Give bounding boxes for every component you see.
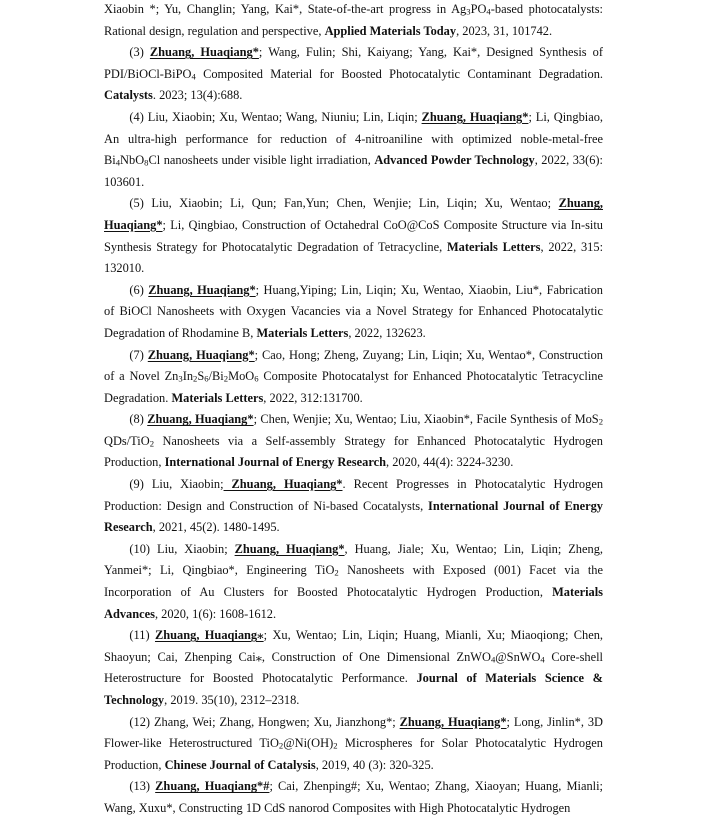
ref-self-author: Zhuang, Huaqiang* bbox=[149, 45, 259, 60]
ref-text: ; Cai, Zhenping#; Xu, Wentao; Zhang, Xiaoyan; Huang, Mianli; Wang, Xuxu*, Constructing 1D CdS nanorod Composites with High Photocatalytic Hydrogen bbox=[104, 779, 603, 815]
ref-self-author: Zhuang, Huaqiang* bbox=[148, 282, 256, 297]
subscript: 4 bbox=[486, 6, 491, 17]
ref-text: Core-shell Heterostructure for Boosted Photocatalytic Performance. bbox=[104, 649, 603, 686]
ref-journal: Chinese Journal of Catalysis bbox=[164, 757, 316, 772]
publication-list bbox=[104, 0, 603, 820]
ref-number: (4) bbox=[129, 109, 148, 124]
ref-text: ; Long, Jinlin*, 3D Flower-like Heterostructured TiO bbox=[104, 714, 603, 751]
ref-text: Microspheres for Solar Photocatalytic Hydrogen Production, bbox=[104, 736, 604, 772]
ref-text: ; Cao, Hong; Zheng, Zuyang; Lin, Liqin; Xu, Wentao*, Construction of a Novel Zn bbox=[104, 347, 603, 384]
subscript: 2 bbox=[223, 373, 229, 384]
ref-text: Nanosheets with Exposed (001) Facet via the Incorporation of Au Clusters for Boosted Photocatalytic Hydrogen Production, bbox=[104, 563, 603, 600]
ref-authors: Liu, Xiaobin; Li, Qun; Fan,Yun; Chen, Wenjie; Lin, Liqin; Xu, Wentao; bbox=[151, 196, 559, 211]
ref-text: QDs/TiO bbox=[104, 433, 150, 448]
ref-details: , 2022, 132623. bbox=[348, 325, 426, 340]
ref-authors: Liu, Xiaobin; bbox=[151, 477, 224, 492]
ref-number: (13) bbox=[129, 779, 156, 794]
ref-journal: Journal of Materials Science & Technology bbox=[104, 671, 603, 707]
ref-self-author: Zhuang, Huaqiang* bbox=[104, 196, 603, 232]
reference-item bbox=[104, 280, 603, 345]
ref-details: , 2020, 44(4): 3224-3230. bbox=[386, 455, 514, 470]
ref-journal: Materials Advances bbox=[104, 585, 603, 621]
subscript: 4 bbox=[191, 71, 196, 82]
ref-authors: Zhang, Wei; Zhang, Hongwen; Xu, Jianzhong*; bbox=[153, 714, 400, 729]
reference-item bbox=[104, 0, 603, 42]
reference-item bbox=[104, 712, 603, 777]
subscript: 8 bbox=[144, 157, 149, 168]
subscript: 2 bbox=[333, 740, 338, 751]
ref-title: PO bbox=[470, 2, 487, 16]
ref-title: -based photocatalysts: Rational design, regulation and perspective, bbox=[104, 2, 603, 38]
reference-item bbox=[104, 107, 603, 193]
ref-details: , 2022, 312:131700. bbox=[263, 390, 363, 405]
ref-self-author: Zhuang, Huaqiang* bbox=[421, 109, 529, 124]
ref-text: ; Li, Qingbiao, An ultra-high performance for reduction of 4-nitroaniline with optimized noble-metal-free Bi bbox=[104, 109, 604, 168]
reference-item bbox=[104, 474, 603, 539]
subscript: 4 bbox=[490, 654, 496, 665]
ref-journal: Materials Letters bbox=[446, 239, 541, 254]
ref-journal: International Journal of Energy Research bbox=[104, 498, 603, 535]
ref-number: (3) bbox=[129, 45, 150, 60]
subscript: 6 bbox=[204, 373, 209, 384]
ref-journal: Catalysts bbox=[104, 88, 153, 103]
ref-self-author: Zhuang, Huaqiang* bbox=[223, 477, 343, 492]
ref-self-author: Zhuang, Huaqiang* bbox=[399, 714, 507, 729]
ref-text: ; Wang, Fulin; Shi, Kaiyang; Yang, Kai*, Designed Synthesis of PDI/BiOCl-BiPO bbox=[104, 45, 603, 81]
reference-item bbox=[104, 776, 603, 819]
ref-number: (7) bbox=[129, 347, 148, 362]
ref-number: (6) bbox=[129, 282, 149, 297]
ref-self-author: Zhuang, Huaqiang⁎ bbox=[154, 628, 264, 643]
ref-text: S bbox=[197, 369, 205, 384]
ref-details: , 2019. 35(10), 2312–2318. bbox=[164, 693, 300, 707]
ref-number: (5) bbox=[129, 196, 152, 211]
subscript: 6 bbox=[254, 373, 259, 384]
reference-item bbox=[104, 625, 603, 711]
ref-text: ; Xu, Wentao; Lin, Liqin; Huang, Mianli, Xu; Miaoqiong; Chen, Shaoyun; Cai, Zhenping Cai⁎, Construction of One Dimensional ZnWO bbox=[104, 628, 604, 664]
subscript: 2 bbox=[149, 438, 155, 449]
ref-number: (11) bbox=[129, 628, 155, 643]
ref-text: /Bi bbox=[208, 369, 224, 384]
ref-journal: Materials Letters bbox=[171, 390, 264, 405]
reference-item bbox=[104, 42, 603, 107]
ref-text: , Huang, Jiale; Xu, Wentao; Lin, Liqin; Zheng, Yanmei*; Li, Qingbiao*, Engineering TiO bbox=[104, 541, 603, 578]
reference-item bbox=[104, 345, 603, 410]
ref-journal: Advanced Powder Technology bbox=[374, 153, 535, 168]
subscript: 3 bbox=[466, 6, 471, 17]
ref-journal: Applied Materials Today bbox=[324, 23, 457, 38]
ref-text: Composite Photocatalyst for Enhanced Photocatalytic Tetracycline Degradation. bbox=[104, 369, 603, 405]
ref-number: (9) bbox=[129, 477, 152, 492]
ref-number: (10) bbox=[129, 541, 158, 556]
ref-details: , 2020, 1(6): 1608-1612. bbox=[154, 606, 277, 621]
subscript: 2 bbox=[598, 417, 604, 428]
ref-text: MoO bbox=[228, 369, 255, 384]
ref-text: NbO bbox=[120, 153, 145, 168]
ref-text: ; Huang,Yiping; Lin, Liqin; Xu, Wentao, Xiaobin, Liu*, Fabrication of BiOCl Nanosheets with Oxygen Vacancies via a Novel Strategy for Enhanced Photocatalytic Degradation of Rhodamine B, bbox=[104, 282, 604, 340]
ref-text: Composited Material for Boosted Photocatalytic Contaminant Degradation. bbox=[195, 66, 603, 81]
ref-details: . 2023; 13(4):688. bbox=[152, 88, 243, 103]
reference-item bbox=[104, 193, 603, 279]
subscript: 2 bbox=[278, 740, 284, 751]
ref-authors: Liu, Xiaobin; bbox=[157, 541, 235, 556]
subscript: 4 bbox=[540, 654, 545, 665]
ref-text: Nanosheets via a Self-assembly Strategy for Enhanced Photocatalytic Hydrogen Production, bbox=[104, 433, 603, 470]
ref-details: , 2022, 315: 132010. bbox=[104, 239, 604, 276]
ref-self-author: Zhuang, Huaqiang* bbox=[147, 347, 255, 362]
ref-details: , 2021, 45(2). 1480-1495. bbox=[152, 520, 280, 535]
ref-details: , 2022, 33(6): 103601. bbox=[104, 153, 603, 189]
ref-text: @SnWO bbox=[495, 649, 541, 664]
ref-text: In bbox=[182, 369, 194, 384]
ref-authors: Liu, Xiaobin; Xu, Wentao; Wang, Niuniu; Lin, Liqin; bbox=[147, 109, 422, 124]
ref-self-author: Zhuang, Huaqiang*# bbox=[155, 779, 270, 794]
ref-text: ; Li, Qingbiao, Construction of Octahedral CoO@CoS Composite Structure via In-situ Synthesis Strategy for Photocatalytic Degradation of Tetracycline, bbox=[104, 217, 603, 254]
ref-self-author: Zhuang, Huaqiang* bbox=[147, 412, 254, 427]
reference-item bbox=[104, 409, 603, 474]
ref-number: (12) bbox=[129, 714, 154, 729]
ref-text: ; Chen, Wenjie; Xu, Wentao; Liu, Xiaobin*, Facile Synthesis of MoS bbox=[253, 412, 599, 427]
ref-title: , State-of-the-art progress in Ag bbox=[299, 2, 467, 16]
ref-authors: Xiaobin *; Yu, Changlin; Yang, Kai* bbox=[104, 2, 300, 16]
subscript: 3 bbox=[178, 373, 183, 384]
subscript: 2 bbox=[334, 568, 339, 579]
ref-text: . Recent Progresses in Photocatalytic Hydrogen Production: Design and Construction of Ni-based Cocatalysts, bbox=[104, 477, 604, 513]
ref-number: (8) bbox=[129, 412, 148, 427]
subscript: 2 bbox=[193, 373, 198, 384]
subscript: 4 bbox=[115, 157, 121, 168]
ref-journal: International Journal of Energy Research bbox=[164, 455, 386, 470]
ref-text: @Ni(OH) bbox=[283, 736, 334, 751]
ref-self-author: Zhuang, Huaqiang* bbox=[234, 541, 345, 556]
ref-journal: Materials Letters bbox=[256, 325, 349, 340]
ref-details: , 2019, 40 (3): 320-325. bbox=[315, 757, 434, 772]
ref-details: , 2023, 31, 101742. bbox=[456, 23, 553, 38]
ref-text: Cl nanosheets under visible light irradiation, bbox=[148, 153, 375, 168]
reference-item bbox=[104, 539, 603, 625]
